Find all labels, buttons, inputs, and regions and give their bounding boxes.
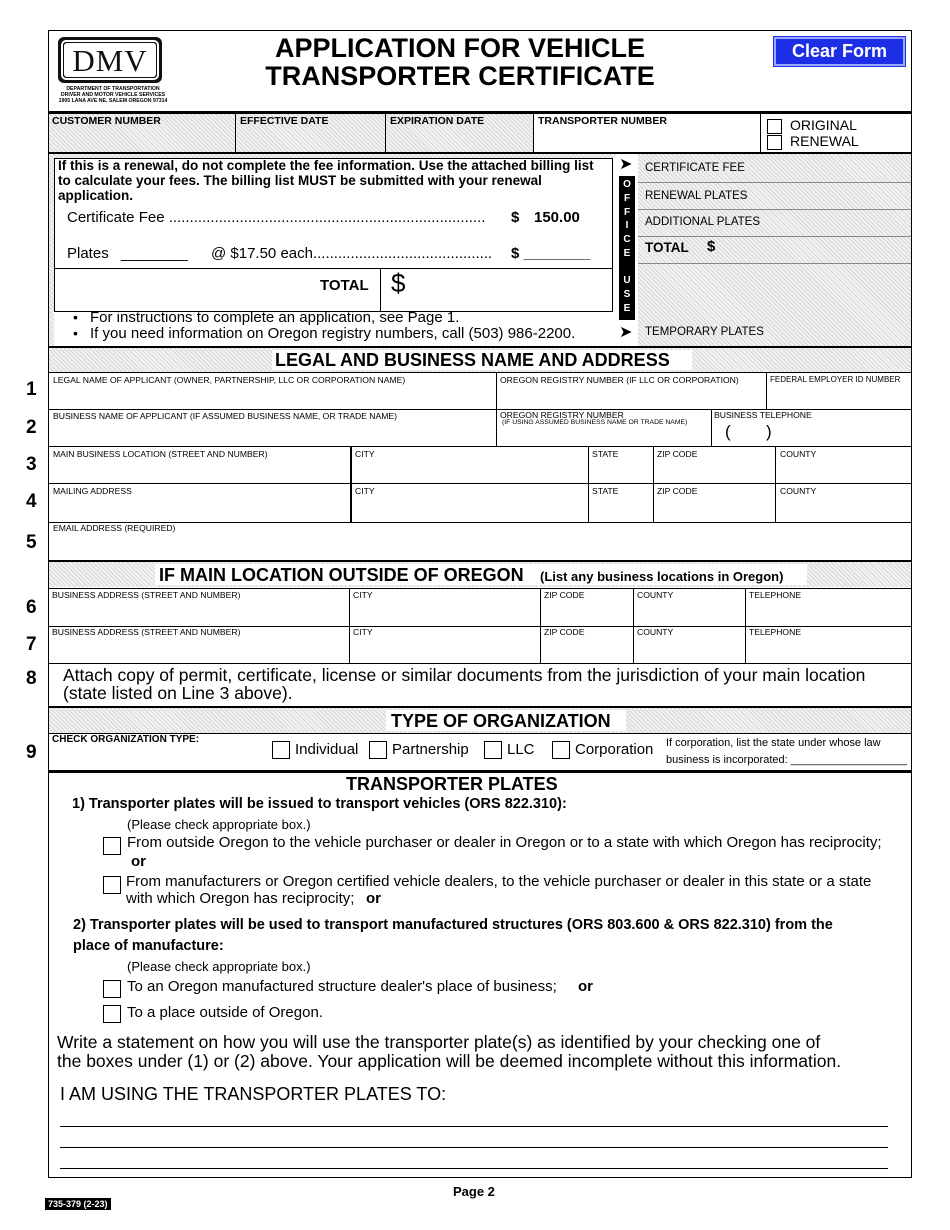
instruction-bullet-1: • bbox=[73, 309, 78, 325]
plates-label: Plates bbox=[67, 245, 109, 262]
q2-option-2-label: To a place outside of Oregon. bbox=[127, 1004, 323, 1021]
main-city-field[interactable] bbox=[352, 447, 587, 482]
partnership-label: Partnership bbox=[392, 741, 469, 758]
fein-label: FEDERAL EMPLOYER ID NUMBER bbox=[770, 375, 901, 384]
line-number-7: 7 bbox=[26, 634, 37, 655]
instruction-see-page-1: For instructions to complete an application, see Page 1. bbox=[90, 309, 460, 326]
total-dollar: $ bbox=[391, 268, 406, 298]
outside-county-field-2[interactable] bbox=[634, 627, 744, 663]
email-label: EMAIL ADDRESS (REQUIRED) bbox=[53, 523, 176, 533]
main-county-label: COUNTY bbox=[780, 449, 817, 459]
outside-city-field-2[interactable] bbox=[350, 627, 539, 663]
q2-option-1-label: To an Oregon manufactured structure dealer's place of business; bbox=[127, 978, 557, 995]
statement-instruction-2: the boxes under (1) or (2) above. Your application will be deemed incomplete without this information. bbox=[57, 1051, 842, 1071]
renewal-label: RENEWAL bbox=[790, 133, 859, 149]
outside-telephone-field-2[interactable] bbox=[746, 627, 911, 663]
plates-question-2-line-2: place of manufacture: bbox=[73, 938, 224, 954]
outside-telephone-label-2: TELEPHONE bbox=[749, 627, 802, 637]
mailing-zip-field[interactable] bbox=[654, 484, 774, 521]
outside-city-label-1: CITY bbox=[353, 590, 373, 600]
oregon-registry-abn-sublabel: (IF USING ASSUMED BUSINESS NAME OR TRADE NAME) bbox=[502, 419, 688, 426]
office-additional-plates: ADDITIONAL PLATES bbox=[645, 216, 761, 228]
line-number-2: 2 bbox=[26, 417, 37, 438]
title-line-2: TRANSPORTER CERTIFICATE bbox=[265, 61, 655, 91]
oregon-registry-llc-label: OREGON REGISTRY NUMBER (IF LLC OR CORPORATION) bbox=[500, 375, 739, 385]
using-plates-label: I AM USING THE TRANSPORTER PLATES TO: bbox=[60, 1084, 447, 1104]
business-telephone-label: BUSINESS TELEPHONE bbox=[714, 410, 812, 420]
plates-rate-label: @ $17.50 each........................................... bbox=[211, 245, 493, 262]
page-number: Page 2 bbox=[453, 1184, 495, 1199]
outside-city-field-1[interactable] bbox=[350, 589, 539, 625]
outside-county-label-2: COUNTY bbox=[637, 627, 674, 637]
legal-section-heading: LEGAL AND BUSINESS NAME AND ADDRESS bbox=[275, 350, 670, 370]
legal-name-label: LEGAL NAME OF APPLICANT (OWNER, PARTNERSHIP, LLC OR CORPORATION NAME) bbox=[53, 375, 406, 385]
main-location-label: MAIN BUSINESS LOCATION (STREET AND NUMBER) bbox=[53, 449, 268, 459]
outside-zip-field-1[interactable] bbox=[541, 589, 632, 625]
phone-paren-close: ) bbox=[766, 422, 772, 441]
line-number-6: 6 bbox=[26, 597, 37, 618]
mailing-county-field[interactable] bbox=[776, 484, 911, 521]
corporation-note-1: If corporation, list the state under whose law bbox=[666, 737, 881, 749]
department-address: DEPARTMENT OF TRANSPORTATION DRIVER AND MOTOR VEHICLE SERVICES 1905 LANA AVE NE, SALEM OREGON 97314 bbox=[58, 86, 168, 104]
office-total: TOTAL bbox=[645, 240, 689, 255]
title-line-1: APPLICATION FOR VEHICLE bbox=[274, 33, 645, 63]
mailing-state-label: STATE bbox=[592, 486, 619, 496]
q1-option-2-line-2: with which Oregon has reciprocity; bbox=[126, 890, 355, 907]
renewal-checkbox[interactable] bbox=[767, 135, 782, 150]
expiration-date-label: EXPIRATION DATE bbox=[390, 115, 485, 127]
transporter-plates-heading: TRANSPORTER PLATES bbox=[346, 774, 558, 794]
arrow-right-icon: ➤ bbox=[619, 324, 633, 341]
mailing-county-label: COUNTY bbox=[780, 486, 817, 496]
partnership-checkbox[interactable] bbox=[369, 741, 387, 759]
main-state-label: STATE bbox=[592, 449, 619, 459]
q1-option-1-label: From outside Oregon to the vehicle purchaser or dealer in Oregon or to a state with which Oregon has reciprocity; bbox=[127, 834, 882, 851]
statement-line-2[interactable] bbox=[60, 1147, 888, 1148]
outside-zip-label-1: ZIP CODE bbox=[544, 590, 585, 600]
line-number-1: 1 bbox=[26, 379, 37, 400]
instruction-registry-phone: If you need information on Oregon registry numbers, call (503) 986-2200. bbox=[90, 325, 576, 342]
main-zip-label: ZIP CODE bbox=[657, 449, 698, 459]
outside-oregon-subheading: (List any business locations in Oregon) bbox=[540, 569, 784, 584]
statement-line-3[interactable] bbox=[60, 1168, 888, 1169]
line-number-4: 4 bbox=[26, 491, 37, 512]
email-field[interactable] bbox=[49, 523, 911, 559]
phone-paren-open: ( bbox=[725, 422, 731, 441]
attach-documents-note: Attach copy of permit, certificate, license or similar documents from the jurisdiction of your main location (state listed on Line 3 above). bbox=[63, 665, 866, 703]
mailing-zip-label: ZIP CODE bbox=[657, 486, 698, 496]
total-label: TOTAL bbox=[320, 277, 369, 294]
certificate-fee-value: 150.00 bbox=[534, 209, 580, 226]
instruction-bullet-2: • bbox=[73, 325, 78, 341]
mailing-city-field[interactable] bbox=[352, 484, 587, 521]
original-checkbox[interactable] bbox=[767, 119, 782, 134]
oregon-registry-abn-label: OREGON REGISTRY NUMBER bbox=[500, 410, 624, 420]
office-temporary-plates: TEMPORARY PLATES bbox=[645, 326, 764, 338]
outside-address-field-1[interactable] bbox=[49, 589, 348, 625]
llc-checkbox[interactable] bbox=[484, 741, 502, 759]
or-label-2: or bbox=[366, 890, 381, 907]
main-zip-field[interactable] bbox=[654, 447, 774, 482]
main-location-field[interactable] bbox=[49, 447, 350, 482]
check-org-type-label: CHECK ORGANIZATION TYPE: bbox=[52, 734, 200, 745]
corporation-state-field[interactable]: business is incorporated: ___________________ bbox=[666, 754, 907, 766]
transporter-number-label: TRANSPORTER NUMBER bbox=[538, 115, 667, 127]
line-number-3: 3 bbox=[26, 454, 37, 475]
outside-telephone-label-1: TELEPHONE bbox=[749, 590, 802, 600]
main-county-field[interactable] bbox=[776, 447, 911, 482]
main-city-label: CITY bbox=[355, 449, 375, 459]
mailing-state-field[interactable] bbox=[589, 484, 652, 521]
logo-text: DMV bbox=[72, 43, 148, 78]
statement-line-1[interactable] bbox=[60, 1126, 888, 1127]
organization-heading: TYPE OF ORGANIZATION bbox=[391, 711, 611, 731]
statement-instruction-1: Write a statement on how you will use the transporter plate(s) as identified by your checking one of bbox=[57, 1032, 821, 1052]
q2-option-2-checkbox[interactable] bbox=[103, 1005, 121, 1023]
outside-zip-label-2: ZIP CODE bbox=[544, 627, 585, 637]
individual-label: Individual bbox=[295, 741, 359, 758]
form-title bbox=[180, 34, 740, 90]
outside-address-field-2[interactable] bbox=[49, 627, 348, 663]
q2-option-1-checkbox[interactable] bbox=[103, 980, 121, 998]
outside-address-label-1: BUSINESS ADDRESS (STREET AND NUMBER) bbox=[52, 590, 241, 600]
q1-option-2-line-1: From manufacturers or Oregon certified vehicle dealers, to the vehicle purchaser or dealer in this state or a state bbox=[126, 873, 872, 890]
or-label-3: or bbox=[578, 978, 593, 995]
plates-quantity-field[interactable]: ________ bbox=[121, 245, 188, 262]
outside-city-label-2: CITY bbox=[353, 627, 373, 637]
individual-checkbox[interactable] bbox=[272, 741, 290, 759]
line-number-8: 8 bbox=[26, 668, 37, 689]
plates-amount-field[interactable]: $ ________ bbox=[511, 245, 591, 262]
mailing-address-label: MAILING ADDRESS bbox=[53, 486, 132, 496]
main-state-field[interactable] bbox=[589, 447, 652, 482]
check-note-2: (Please check appropriate box.) bbox=[127, 959, 311, 974]
q1-option-1-checkbox[interactable] bbox=[103, 837, 121, 855]
mailing-city-label: CITY bbox=[355, 486, 375, 496]
certificate-fee-label: Certificate Fee ............................................................................ bbox=[67, 209, 486, 226]
line-number-9: 9 bbox=[26, 742, 37, 763]
office-total-dollar: $ bbox=[707, 238, 716, 255]
line-number-5: 5 bbox=[26, 532, 37, 553]
clear-form-button[interactable]: Clear Form bbox=[774, 37, 905, 66]
corporation-label: Corporation bbox=[575, 741, 654, 758]
plates-question-1: 1) Transporter plates will be issued to transport vehicles (ORS 822.310): bbox=[72, 796, 567, 812]
renewal-note: If this is a renewal, do not complete the fee information. Use the attached billing list to calculate your fees. The billing list MUST be submitted with your renewal application. bbox=[58, 158, 594, 203]
customer-number-label: CUSTOMER NUMBER bbox=[52, 115, 161, 127]
arrow-right-icon: ➤ bbox=[619, 156, 633, 173]
llc-label: LLC bbox=[507, 741, 535, 758]
outside-telephone-field-1[interactable] bbox=[746, 589, 911, 625]
form-number: 735-379 (2-23) bbox=[45, 1198, 111, 1210]
plates-question-2-line-1: 2) Transporter plates will be used to transport manufactured structures (ORS 803.600 & ORS 822.310) from the bbox=[73, 917, 833, 933]
dmv-logo bbox=[58, 37, 164, 87]
check-note-1: (Please check appropriate box.) bbox=[127, 817, 311, 832]
outside-address-label-2: BUSINESS ADDRESS (STREET AND NUMBER) bbox=[52, 627, 241, 637]
mailing-address-field[interactable] bbox=[49, 484, 350, 521]
certificate-fee-dollar: $ bbox=[511, 209, 520, 226]
outside-zip-field-2[interactable] bbox=[541, 627, 632, 663]
office-renewal-plates: RENEWAL PLATES bbox=[645, 190, 748, 202]
or-label-1: or bbox=[131, 853, 146, 870]
outside-county-field-1[interactable] bbox=[634, 589, 744, 625]
office-certificate-fee: CERTIFICATE FEE bbox=[645, 162, 745, 174]
outside-oregon-heading: IF MAIN LOCATION OUTSIDE OF OREGON bbox=[159, 565, 524, 585]
original-label: ORIGINAL bbox=[790, 117, 857, 133]
effective-date-label: EFFECTIVE DATE bbox=[240, 115, 329, 127]
outside-county-label-1: COUNTY bbox=[637, 590, 674, 600]
business-name-label: BUSINESS NAME OF APPLICANT (IF ASSUMED BUSINESS NAME, OR TRADE NAME) bbox=[53, 411, 397, 421]
q1-option-2-checkbox[interactable] bbox=[103, 876, 121, 894]
corporation-checkbox[interactable] bbox=[552, 741, 570, 759]
